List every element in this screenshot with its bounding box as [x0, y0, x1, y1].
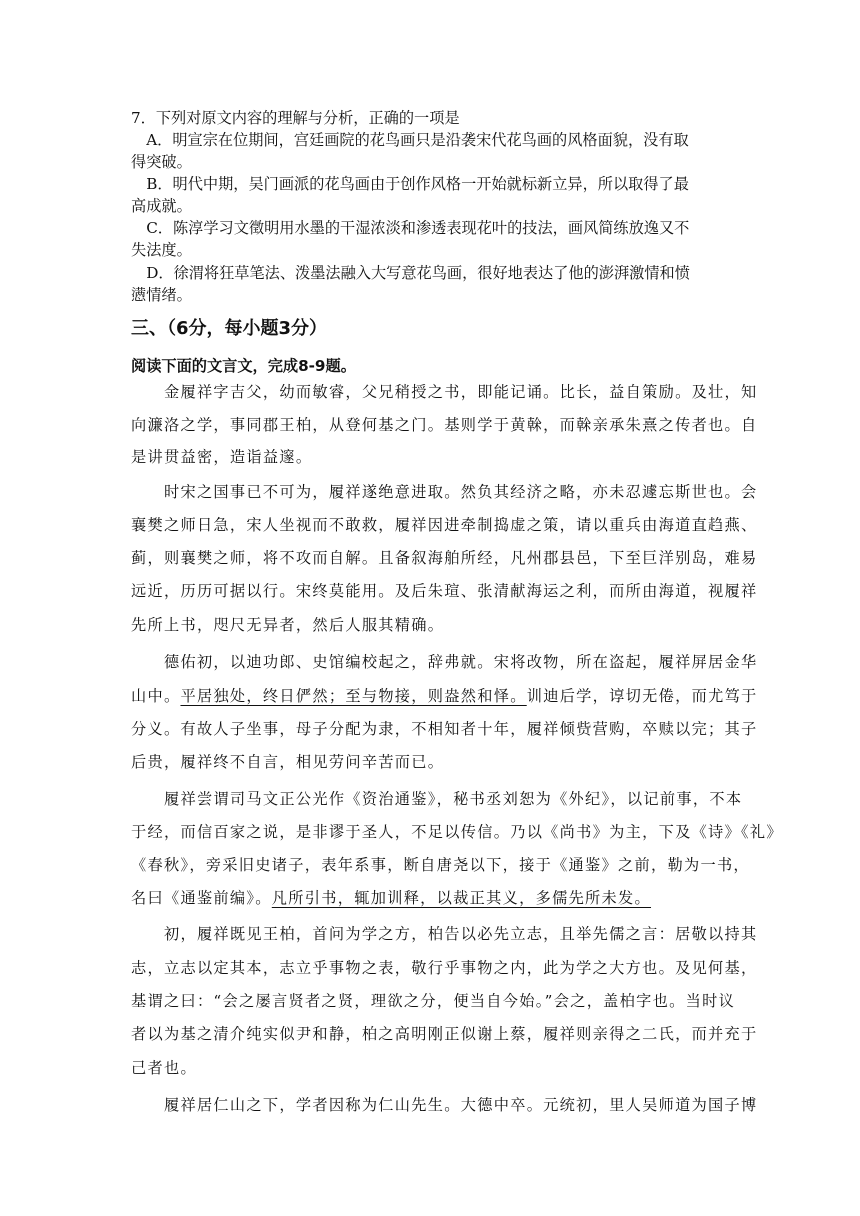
underlined-sentence-1: 平居独处，终日俨然；至与物接，则盎然和怿。 [180, 687, 527, 705]
passage-p2-line-4: 远近，历历可据以行。宋终莫能用。及后朱瑄、张清献海运之利，而所由海道，视履祥 [131, 582, 758, 600]
section-3-title: 三、（6分，每小题3分） [131, 318, 328, 339]
passage-p4-line-4 [131, 887, 731, 909]
passage-p2-line-1: 时宋之国事已不可为，履祥遂绝意进取。然负其经济之略，亦未忍遽忘斯世也。会 [131, 483, 758, 501]
question-7-stem: 7．下列对原文内容的理解与分析，正确的一项是 [131, 109, 460, 127]
option-c-line-2: 失法度。 [131, 241, 192, 259]
option-a-line-1: A．明宣宗在位期间，宫廷画院的花鸟画只是沿袭宋代花鸟画的风格面貌，没有取 [131, 131, 689, 149]
passage-p2-line-2: 襄樊之师日急，宋人坐视而不敢救，履祥因进牵制捣虚之策，请以重兵由海道直趋燕、 [131, 516, 758, 534]
passage-p6-line-1: 履祥居仁山之下，学者因称为仁山先生。大德中卒。元统初，里人吴师道为国子博 [131, 1096, 758, 1114]
underlined-sentence-2: 凡所引书，辄加训释，以裁正其义，多儒先所未发。 [271, 889, 652, 907]
passage-p3-line-2-end: 训迪后学，谆切无倦，而尤笃于 [526, 687, 758, 705]
option-d-line-2: 懑情绪。 [131, 286, 192, 304]
passage-p2-line-5: 先所上书，咫尺无异者，然后人服其精确。 [131, 616, 445, 634]
passage-p4-line-2: 于经，而信百家之说，是非谬于圣人，不足以传信。乃以《尚书》为主，下及《诗》《礼》 [131, 823, 783, 841]
passage-p3-line-2-start: 山中。 [131, 687, 181, 705]
passage-p3-line-1: 德佑初，以迪功郎、史馆编校起之，辞弗就。宋将改物，所在盗起，履祥屏居金华 [131, 653, 758, 671]
option-b-line-2: 高成就。 [131, 197, 192, 215]
passage-p4-line-3: 《春秋》，旁采旧史诸子，表年系事，断自唐尧以下，接于《通鉴》之前，勒为一书， [131, 856, 750, 874]
passage-p5-line-4: 者以为基之清介纯实似尹和静，柏之高明刚正似谢上蔡，履祥则亲得之二氏，而并充于 [131, 1025, 758, 1043]
passage-p4-line-1: 履祥尝谓司马文正公光作《资治通鉴》，秘书丞刘恕为《外纪》，以记前事，不本 [131, 790, 743, 808]
option-c-line-1: C．陈淳学习文徵明用水墨的干湿浓淡和渗透表现花叶的技法，画风简练放逸又不 [131, 219, 690, 237]
option-a-line-2: 得突破。 [131, 153, 192, 171]
passage-p2-line-3: 蓟，则襄樊之师，将不攻而自解。且备叙海舶所经，凡州郡县邑，下至巨洋别岛，难易 [131, 549, 758, 567]
passage-p5-line-2: 志，立志以定其本，志立乎事物之表，敬行乎事物之内，此为学之大方也。及见何基， [131, 959, 758, 977]
option-d-line-1: D．徐渭将狂草笔法、泼墨法融入大写意花鸟画，很好地表达了他的澎湃激情和愤 [131, 264, 690, 282]
passage-p3-line-4: 后贵，履祥终不自言，相见劳问辛苦而已。 [131, 753, 445, 771]
passage-p3-line-3: 分义。有故人子坐事，母子分配为隶，不相知者十年，履祥倾赀营购，卒赎以完；其子 [131, 720, 758, 738]
option-b-line-1: B．明代中期，吴门画派的花鸟画由于创作风格一开始就标新立异，所以取得了最 [131, 175, 689, 193]
passage-p1-line-2: 向濂洛之学，事同郡王柏，从登何基之门。基则学于黄榦，而榦亲承朱熹之传者也。自 [131, 416, 758, 434]
section-3-instruction: 阅读下面的文言文，完成8-9题。 [131, 357, 356, 375]
passage-p3-line-2 [131, 685, 758, 707]
passage-p5-line-3: 基谓之曰：“会之屡言贤者之贤，理欲之分，便当自今始。”会之，盖柏字也。当时议 [131, 992, 736, 1010]
passage-p4-line-4-start: 名曰《通鉴前编》。 [131, 889, 272, 907]
passage-p1-line-3: 是讲贯益密，造诣益邃。 [131, 448, 313, 466]
passage-p1-line-1: 金履祥字吉父，幼而敏睿，父兄稍授之书，即能记诵。比长，益自策励。及壮，知 [131, 383, 758, 401]
passage-p5-line-1: 初，履祥既见王柏，首问为学之方，柏告以必先立志，且举先儒之言：居敬以持其 [131, 925, 758, 943]
passage-p5-line-5: 己者也。 [131, 1059, 197, 1077]
